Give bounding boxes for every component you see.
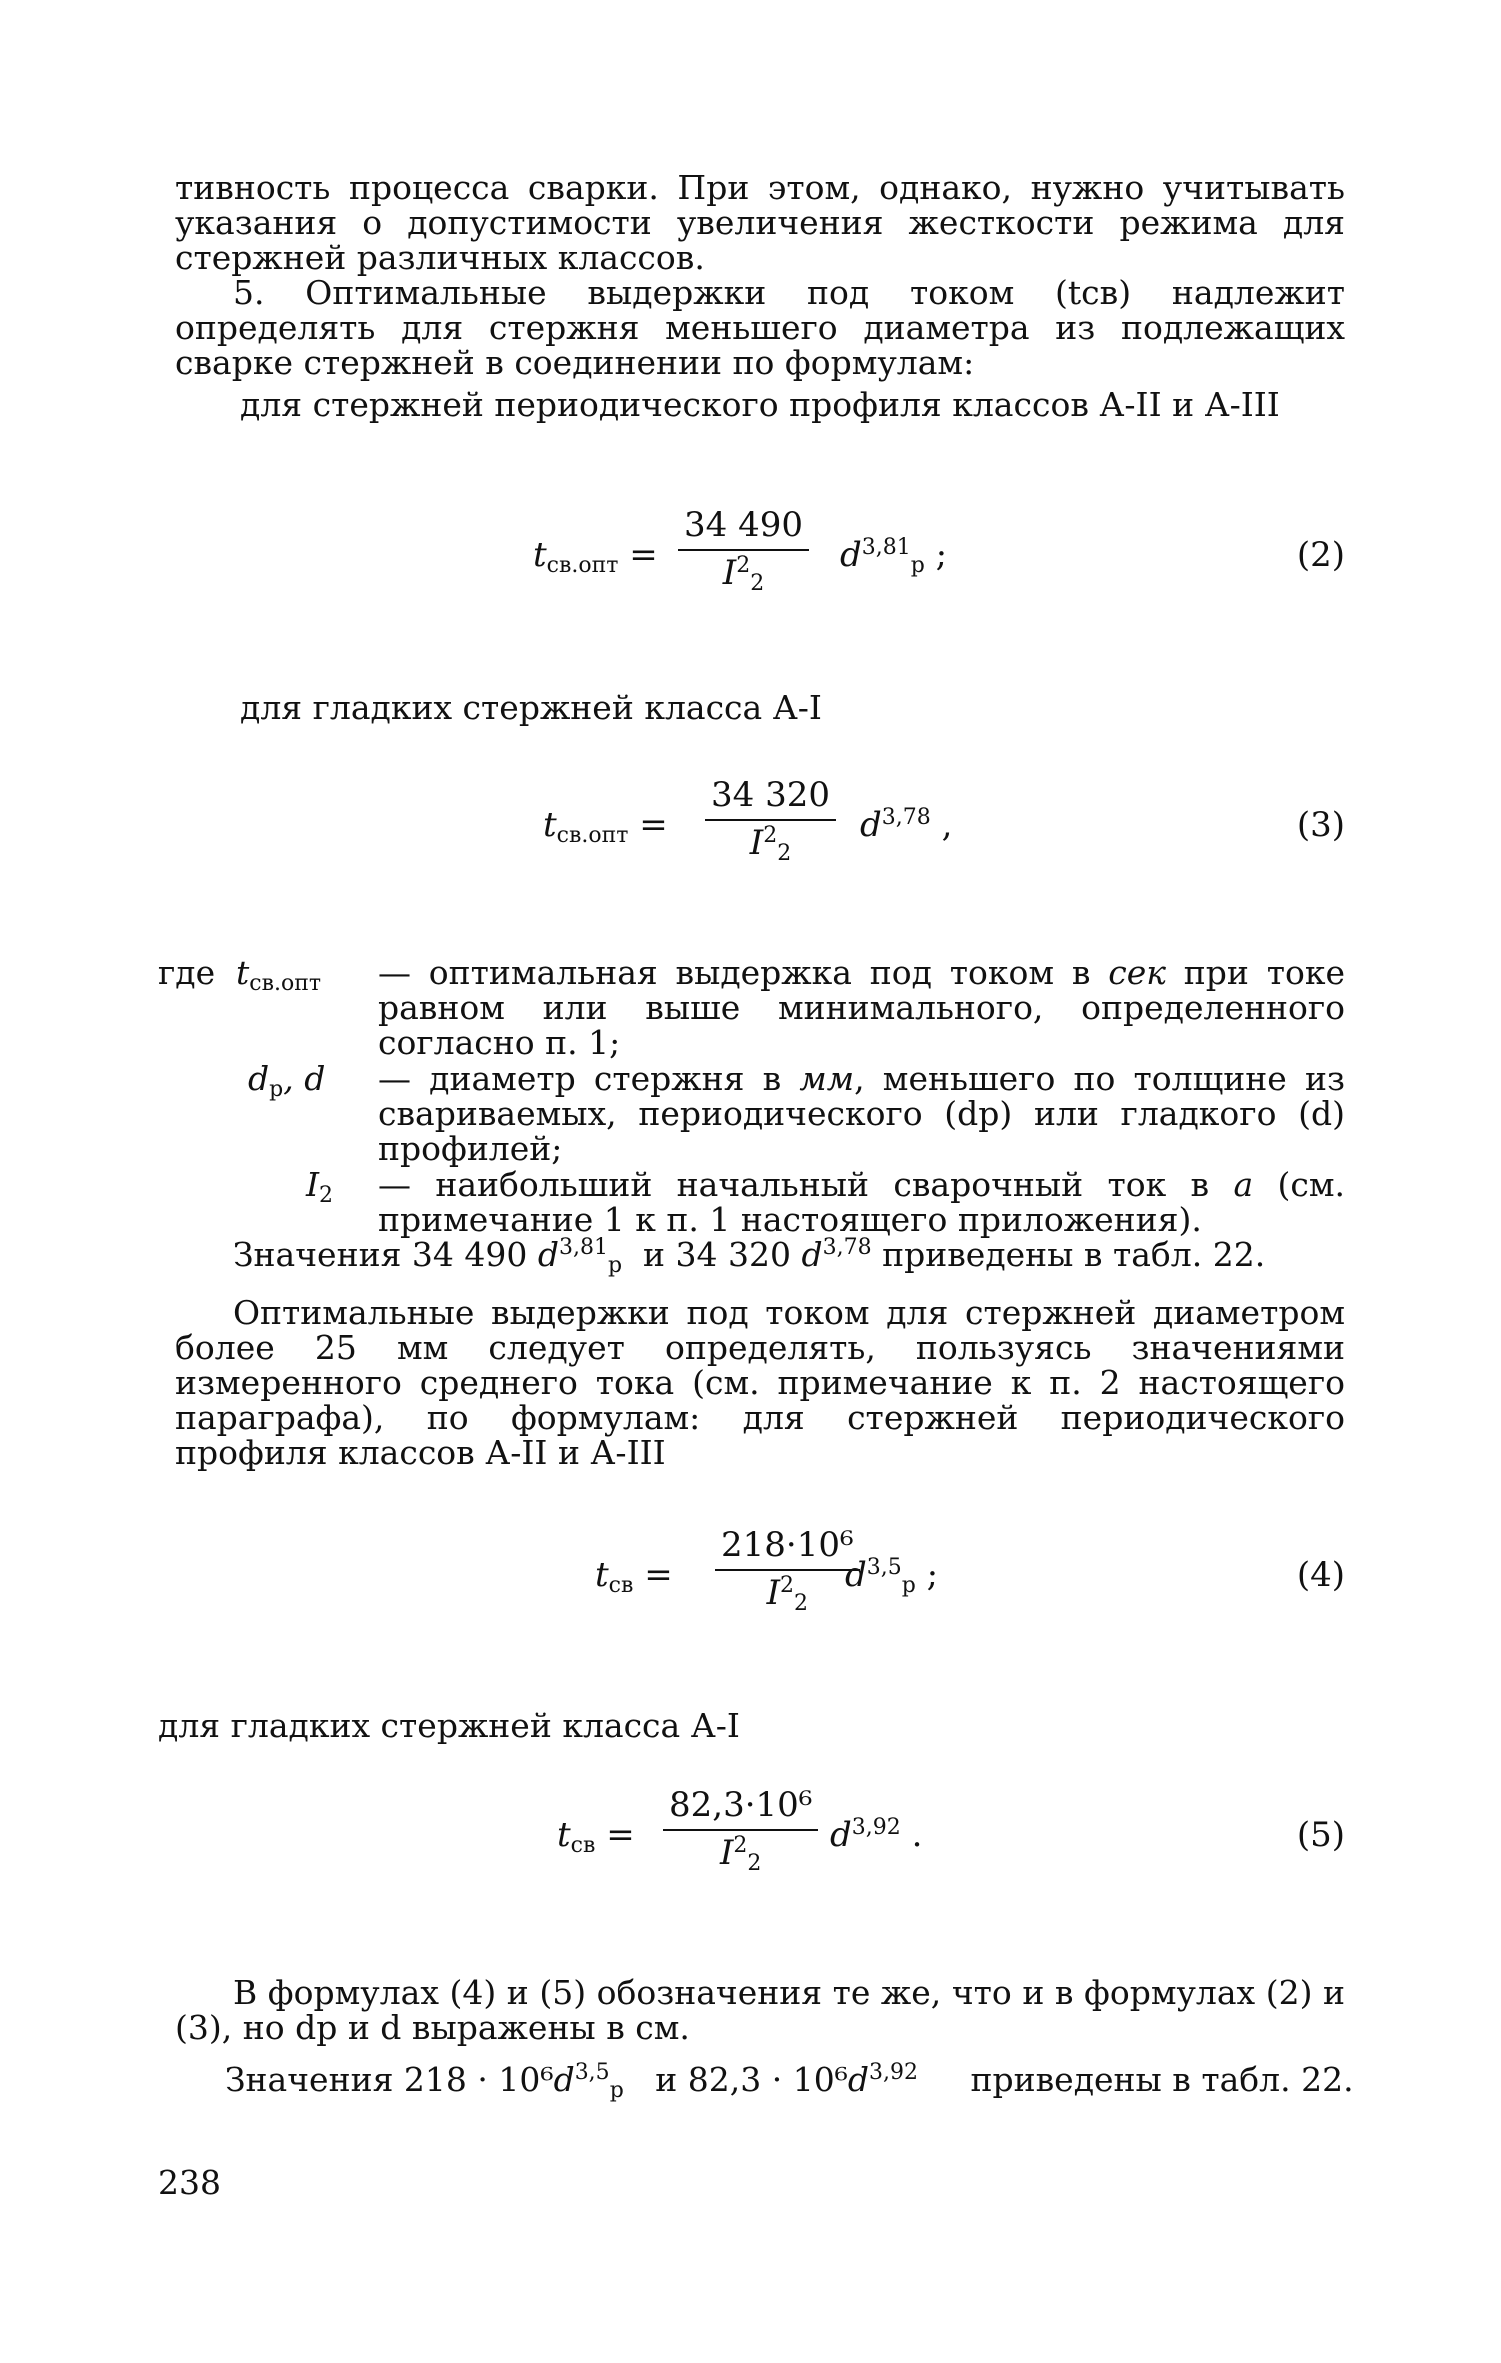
definition-text-tsv: — оптимальная выдержка под током в сек при токе равном или выше минимального, определенного согласно п. 1; [378, 953, 1345, 1062]
paragraph-smooth-bars: для гладких стержней класса А-I [240, 688, 822, 727]
paragraph-large-diameter: Оптимальные выдержки под током для стержней диаметром более 25 мм следует определять, пользуясь значениями измеренного среднего тока (см. примечание к п. 2 настоящего параграфа), по формулам: для стержней периодического профиля классов А-II и А-III [175, 1293, 1345, 1472]
formula-2 [175, 505, 1345, 615]
definition-text-i2: — наибольший начальный сварочный ток в а (см. примечание 1 к п. 1 настоящего приложения). [378, 1165, 1346, 1239]
formula-lhs: $t_{св.опт}$ = [543, 805, 668, 848]
formula-numerator: 34 490 [678, 505, 809, 551]
formula-number: (4) [1296, 1555, 1345, 1595]
definitions-where: где [158, 953, 216, 992]
formula-rhs: $d^{3,81}_р$ ; [840, 535, 948, 578]
formula-lhs: $t_{св}$ = [595, 1555, 673, 1598]
formula-numerator: 82,3·10⁶ [663, 1785, 818, 1831]
formula-lhs: $t_{св.опт}$ = [533, 535, 658, 578]
formula-rhs: $d^{3,92}$ . [830, 1815, 923, 1855]
formula-lhs: $t_{св}$ = [557, 1815, 635, 1858]
formula-number: (2) [1296, 535, 1345, 575]
paragraph-values-2: Значения $218 \cdot 10^6d^{3,5}_р$ и $82,3 \cdot 10^6d^{3,92}$ приведены в табл. 22. [225, 2060, 1354, 2103]
formula-denominator: $I^2_2$ [766, 1573, 809, 1616]
paragraph-periodic-profile: для стержней периодического профиля классов А-II и А-III [240, 385, 1280, 424]
paragraph-item-5: 5. Оптимальные выдержки под током (tсв) надлежит определять для стержня меньшего диаметра из подлежащих сварке стержней в соединении по формулам: [175, 273, 1345, 382]
definition-term-d: $d_р$, d [248, 1059, 326, 1102]
formula-rhs: $d^{3,5}_р$ ; [845, 1555, 939, 1598]
formula-denominator: $I^2_2$ [722, 553, 765, 596]
paragraph-continuation: тивность процесса сварки. При этом, однако, нужно учитывать указания о допустимости увеличения жесткости режима для стержней различных классов. [175, 168, 1345, 277]
formula-fraction [715, 1525, 860, 1616]
formula-denominator: $I^2_2$ [749, 823, 792, 866]
paragraph-smooth-bars-2: для гладких стержней класса А-I [158, 1706, 740, 1745]
page-number: 238 [158, 2163, 221, 2202]
formula-numerator: 218·10⁶ [715, 1525, 860, 1571]
definition-text-d: — диаметр стержня в мм, меньшего по толщине из свариваемых, периодического (dр) или гладкого (d) профилей; [378, 1059, 1345, 1168]
formula-4 [175, 1520, 1345, 1630]
paragraph-values-1: Значения 34 490 $d^{3,81}_р$ и 34 320 $d^{3,78}$ приведены в табл. 22. [233, 1235, 1266, 1278]
definitions-list [158, 953, 1346, 1239]
formula-number: (5) [1296, 1815, 1345, 1855]
formula-fraction [663, 1785, 818, 1876]
formula-number: (3) [1296, 805, 1345, 845]
definition-term-tsv: $t_{св.опт}$ [236, 953, 322, 996]
formula-5 [175, 1780, 1345, 1890]
formula-3 [175, 770, 1345, 880]
formula-numerator: 34 320 [705, 775, 836, 821]
formula-fraction [705, 775, 836, 866]
formula-rhs: $d^{3,78}$ , [860, 805, 953, 845]
formula-denominator: $I^2_2$ [719, 1833, 762, 1876]
definition-term-i2: $I_2$ [306, 1165, 334, 1208]
paragraph-notation: В формулах (4) и (5) обозначения те же, что и в формулах (2) и (3), но dp и d выражены в см. [175, 1973, 1345, 2047]
formula-fraction [678, 505, 809, 596]
